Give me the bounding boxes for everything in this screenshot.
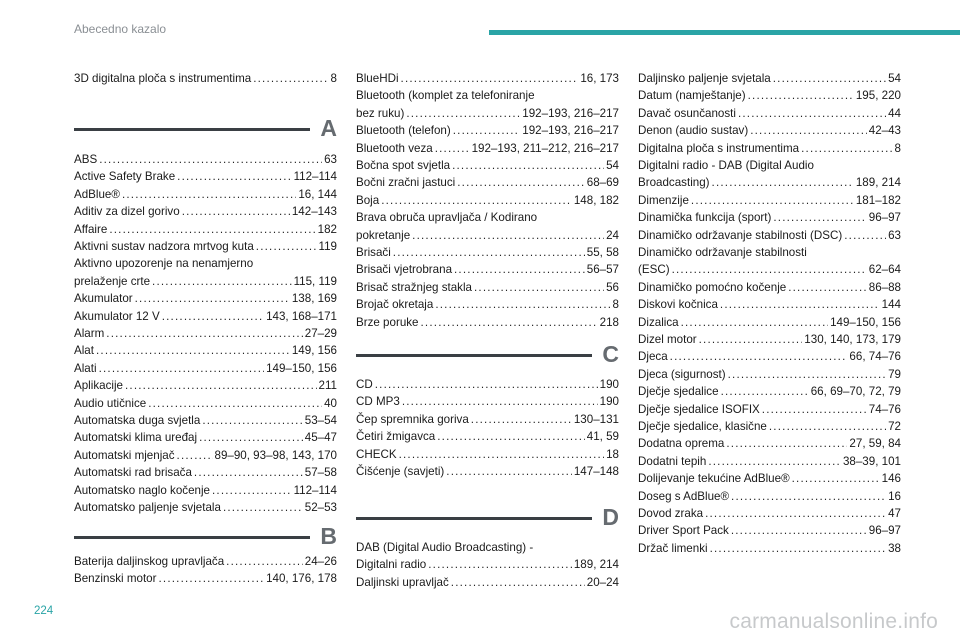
index-entry: [356, 576, 619, 590]
index-entry: [74, 170, 337, 184]
dot-leader: [109, 223, 315, 237]
index-entry-page: 72: [888, 420, 901, 433]
dot-leader: [253, 72, 328, 86]
index-entry-page: 218: [599, 315, 619, 329]
index-entry-term: Dodatna oprema: [638, 437, 725, 451]
index-entry-term: BlueHDi: [356, 72, 399, 85]
index-entry-page: 66, 74–76: [849, 350, 901, 364]
index-entry-term: Držač limenki: [638, 541, 708, 555]
index-entry-term: Aplikacije: [74, 379, 123, 393]
dot-leader: [731, 524, 867, 538]
watermark: carmanualsonline.info: [729, 610, 938, 633]
index-entry: [356, 413, 619, 427]
index-entry-term: Driver Sport Pack: [638, 524, 729, 538]
dot-leader: [135, 292, 290, 306]
index-entry-page: 192–193, 216–217: [522, 124, 619, 138]
index-entry-page: 195, 220: [855, 89, 901, 103]
dot-leader: [194, 466, 303, 480]
index-entry: [638, 194, 901, 208]
dot-leader: [728, 368, 886, 382]
dot-leader: [122, 188, 296, 202]
index-entry: [74, 188, 337, 202]
dot-leader: [844, 229, 886, 243]
index-entry-page: 8: [330, 72, 337, 85]
index-entry-page: 63: [324, 153, 337, 166]
index-entry-term: CHECK: [356, 447, 397, 461]
index-entry-term: Akumulator 12 V: [74, 309, 160, 323]
index-entry-page: 68–69: [586, 176, 619, 190]
dot-leader: [148, 397, 322, 411]
index-entry-continued: DAB (Digital Audio Broadcasting) -: [356, 541, 534, 554]
index-entry-term: Dodatni tepih: [638, 454, 707, 468]
dot-leader: [731, 490, 886, 504]
dot-leader: [212, 484, 292, 498]
index-entry: [356, 263, 619, 277]
index-entry: [638, 490, 901, 504]
dot-leader: [381, 194, 572, 208]
section-letter: A: [320, 115, 337, 141]
index-entry-term: Audio utičnice: [74, 396, 147, 410]
index-entry-page: 16: [888, 489, 901, 503]
index-entry-term: (ESC): [638, 263, 670, 277]
dot-leader: [152, 275, 292, 289]
index-entry: [74, 205, 337, 219]
index-entry-page: 190: [599, 395, 619, 409]
index-entry-term: CD: [356, 378, 373, 391]
index-entry-page: 112–114: [293, 170, 337, 184]
dot-leader: [453, 124, 521, 138]
index-entry: [356, 281, 619, 295]
index-entry: [638, 524, 901, 538]
dot-leader: [162, 310, 264, 324]
index-entry: [74, 310, 337, 324]
index-entry-term: Digitalna ploča s instrumentima: [638, 141, 800, 155]
index-entry: [356, 395, 619, 409]
index-entry: [638, 142, 901, 156]
index-entry: [74, 431, 337, 445]
index-entry-page: 189, 214: [855, 176, 901, 190]
dot-leader: [226, 555, 303, 569]
index-entry: [356, 107, 619, 121]
index-entry-page: 149–150, 156: [830, 315, 901, 329]
section-divider: [356, 354, 592, 357]
index-entry-page: 96–97: [868, 211, 901, 225]
index-entry-page: 143, 168–171: [266, 309, 337, 323]
dot-leader: [670, 350, 848, 364]
index-entry: [74, 449, 337, 463]
index-entry-page: 56–57: [586, 263, 619, 277]
index-entry-page: 66, 69–70, 72, 79: [810, 385, 901, 399]
index-entry-page: 192–193, 216–217: [522, 106, 619, 120]
dot-leader: [199, 431, 303, 445]
dot-leader: [158, 572, 264, 586]
section-letter: D: [602, 504, 619, 530]
dot-leader: [393, 246, 585, 260]
dot-leader: [762, 403, 867, 417]
index-entry-page: 149, 156: [291, 344, 337, 358]
index-entry-term: Dječje sjedalice: [638, 385, 719, 399]
dot-leader: [720, 298, 880, 312]
index-entry-term: Davač osunčanosti: [638, 106, 736, 120]
index-entry-term: Active Safety Brake: [74, 170, 176, 184]
index-entry-page: 47: [888, 507, 901, 520]
index-entry-page: 40: [324, 396, 337, 410]
dot-leader: [406, 107, 520, 121]
index-entry: [356, 298, 619, 312]
index-entry-term: Boja: [356, 193, 380, 207]
dot-leader: [446, 465, 572, 479]
index-entry-continued: Aktivno upozorenje na nenamjerno: [74, 257, 254, 271]
index-entry: [638, 263, 901, 277]
page-header-title: Abecedno kazalo: [74, 22, 167, 36]
index-entry-term: Alat: [74, 344, 94, 358]
dot-leader: [412, 229, 604, 243]
index-entry-term: Denon (audio sustav): [638, 124, 749, 138]
index-entry: [638, 333, 901, 347]
index-entry: [356, 316, 619, 330]
index-entry-page: 45–47: [304, 431, 337, 445]
index-entry-page: 148, 182: [573, 193, 619, 207]
dot-leader: [99, 362, 265, 376]
index-entry: [638, 298, 901, 312]
index-entry: [638, 72, 901, 86]
dot-leader: [435, 142, 470, 156]
index-entry: [356, 72, 619, 86]
index-entry: [638, 316, 901, 330]
index-entry-term: Bočna spot svjetla: [356, 159, 451, 172]
index-entry-term: Četiri žmigavca: [356, 430, 436, 444]
index-entry: [74, 466, 337, 480]
index-entry: [356, 448, 619, 462]
dot-leader: [699, 333, 803, 347]
index-entry-page: 57–58: [304, 466, 337, 480]
index-entry-page: 147–148: [573, 465, 619, 478]
index-entry-page: 44: [888, 106, 901, 120]
index-entry: [638, 89, 901, 103]
dot-leader: [399, 448, 605, 462]
index-entry-page: 140, 176, 178: [266, 572, 337, 586]
index-entry: [74, 362, 337, 376]
dot-leader: [125, 379, 317, 393]
section-letter: B: [320, 523, 337, 549]
index-entry: [74, 344, 337, 358]
index-entry-term: Daljinski upravljač: [356, 575, 449, 589]
index-entry-term: Automatski rad brisača: [74, 466, 192, 480]
index-entry: [638, 350, 901, 364]
index-entry-term: Daljinsko paljenje svjetala: [638, 72, 771, 85]
index-entry: [638, 437, 901, 451]
index-entry: [638, 211, 901, 225]
index-entry: [356, 430, 619, 444]
index-entry-term: Brojač okretaja: [356, 298, 434, 312]
index-entry-page: 54: [606, 159, 619, 172]
index-entry: [638, 368, 901, 382]
index-entry-term: Dovod zraka: [638, 507, 704, 520]
index-entry: [638, 507, 901, 521]
dot-leader: [705, 507, 886, 521]
dot-leader: [748, 89, 854, 103]
index-entry: [356, 194, 619, 208]
index-entry-page: 130, 140, 173, 179: [804, 333, 901, 346]
index-entry-term: Alarm: [74, 327, 105, 340]
index-entry-page: 24: [606, 228, 619, 242]
index-entry: [638, 124, 901, 138]
index-entry-term: AdBlue®: [74, 187, 120, 201]
index-entry-term: prelaženje crte: [74, 274, 151, 288]
dot-leader: [437, 430, 585, 444]
dot-leader: [792, 472, 880, 486]
index-entry-page: 55, 58: [586, 246, 619, 259]
index-entry-term: Dječje sjedalice, klasične: [638, 420, 767, 433]
index-entry-page: 181–182: [855, 193, 901, 207]
index-entry: [74, 327, 337, 341]
index-entry-term: Diskovi kočnica: [638, 298, 718, 312]
index-entry-term: Dinamičko pomoćno kočenje: [638, 280, 787, 294]
index-entry-term: Doseg s AdBlue®: [638, 489, 730, 503]
index-entry-term: Dizel motor: [638, 333, 697, 346]
index-entry-term: ABS: [74, 153, 98, 166]
index-entry: [74, 572, 337, 586]
section-letter: C: [602, 341, 619, 367]
index-entry: [638, 403, 901, 417]
dot-leader: [454, 263, 585, 277]
index-entry-page: 146: [881, 472, 901, 486]
index-entry: [356, 176, 619, 190]
index-entry-page: 16, 144: [298, 187, 337, 201]
index-entry-page: 182: [317, 222, 337, 236]
index-entry-page: 20–24: [586, 575, 619, 589]
dot-leader: [672, 263, 867, 277]
dot-leader: [202, 414, 302, 428]
index-entry-page: 189, 214: [573, 558, 619, 572]
index-entry-term: Brisači: [356, 246, 391, 259]
index-entry-page: 190: [599, 378, 619, 391]
index-entry: [638, 229, 901, 243]
index-entry: [638, 542, 901, 556]
dot-leader: [452, 159, 604, 173]
dot-leader: [750, 124, 867, 138]
index-entry-page: 74–76: [868, 402, 901, 416]
index-entry-term: Datum (namještanje): [638, 89, 746, 103]
index-entry-page: 192–193, 211–212, 216–217: [471, 141, 619, 155]
dot-leader: [712, 176, 854, 190]
index-entry: [356, 159, 619, 173]
dot-leader: [99, 153, 322, 167]
header-accent-bar: [489, 30, 960, 35]
index-entry: [638, 107, 901, 121]
index-entry-term: Brisači vjetrobrana: [356, 263, 453, 277]
index-entry-page: 89–90, 93–98, 143, 170: [214, 448, 337, 462]
index-entry-term: Benzinski motor: [74, 572, 157, 586]
index-entry-term: Affaire: [74, 222, 108, 236]
section-divider: [356, 517, 592, 520]
index-entry: [74, 414, 337, 428]
dot-leader: [788, 281, 867, 295]
dot-leader: [471, 413, 572, 427]
index-entry-page: 42–43: [868, 124, 901, 138]
index-entry-term: Broadcasting): [638, 176, 710, 190]
dot-leader: [773, 211, 866, 225]
dot-leader: [691, 194, 854, 208]
index-entry-page: 38: [888, 541, 901, 555]
index-entry: [638, 176, 901, 190]
index-entry-continued: Bluetooth (komplet za telefoniranje: [356, 89, 535, 103]
index-entry-page: 18: [606, 447, 619, 461]
index-entry-term: Automatski klima uređaj: [74, 431, 198, 445]
dot-leader: [801, 142, 892, 156]
dot-leader: [402, 395, 598, 409]
index-entry-term: 3D digitalna ploča s instrumentima: [74, 72, 252, 85]
index-entry-term: Automatski mjenjač: [74, 448, 175, 462]
index-entry-term: Automatska duga svjetla: [74, 414, 201, 427]
dot-leader: [401, 72, 579, 86]
index-entry-term: Dječje sjedalice ISOFIX: [638, 402, 760, 416]
index-entry-page: 41, 59: [586, 430, 619, 444]
index-entry-page: 79: [888, 367, 901, 381]
dot-leader: [106, 327, 302, 341]
index-entry-page: 142–143: [291, 205, 337, 219]
dot-leader: [96, 344, 290, 358]
section-divider: [74, 536, 310, 539]
index-entry: [638, 420, 901, 434]
index-entry-page: 24–26: [304, 555, 337, 568]
dot-leader: [769, 420, 886, 434]
index-entry-term: Brze poruke: [356, 315, 419, 329]
dot-leader: [474, 281, 604, 295]
index-entry-term: Bluetooth veza: [356, 141, 433, 155]
index-entry-term: Čep spremnika goriva: [356, 412, 469, 426]
index-entry-term: Dolijevanje tekućine AdBlue®: [638, 472, 790, 486]
index-entry-term: Automatsko paljenje svjetala: [74, 501, 221, 514]
dot-leader: [375, 378, 598, 392]
index-entry: [356, 229, 619, 243]
dot-leader: [435, 298, 610, 312]
index-entry-term: Dizalica: [638, 315, 679, 329]
dot-leader: [726, 437, 847, 451]
index-entry: [74, 379, 337, 393]
index-entry-continued: Brava obruča upravljača / Kodirano: [356, 211, 538, 225]
index-entry: [74, 397, 337, 411]
index-entry-page: 149–150, 156: [266, 361, 337, 375]
index-entry: [74, 275, 337, 289]
index-entry-page: 96–97: [868, 524, 901, 538]
dot-leader: [421, 316, 598, 330]
index-entry-term: Dinamičko održavanje stabilnosti (DSC): [638, 228, 843, 242]
index-entry: [638, 472, 901, 486]
index-entry-term: Akumulator: [74, 292, 133, 306]
dot-leader: [223, 501, 303, 515]
index-entry: [74, 555, 337, 569]
dot-leader: [451, 576, 585, 590]
index-entry-term: Aditiv za dizel gorivo: [74, 205, 180, 219]
index-entry-page: 138, 169: [291, 292, 337, 306]
index-entry-term: Bočni zračni jastuci: [356, 176, 456, 190]
index-entry-page: 63: [888, 228, 901, 242]
index-entry: [74, 292, 337, 306]
index-entry-term: bez ruku): [356, 106, 405, 120]
index-entry-page: 62–64: [868, 263, 901, 277]
index-entry-term: Automatsko naglo kočenje: [74, 483, 210, 497]
index-entry: [356, 378, 619, 392]
index-entry-page: 27–29: [304, 327, 337, 340]
index-entry: [638, 455, 901, 469]
index-entry: [74, 240, 337, 254]
index-entry-term: Aktivni sustav nadzora mrtvog kuta: [74, 240, 254, 253]
index-entry-page: 53–54: [304, 414, 337, 427]
index-entry-page: 38–39, 101: [842, 454, 901, 468]
section-divider: [74, 128, 310, 131]
index-entry: [356, 124, 619, 138]
index-entry: [74, 223, 337, 237]
dot-leader: [721, 385, 809, 399]
index-entry: [356, 558, 619, 572]
index-entry-page: 211: [318, 379, 337, 393]
index-entry-page: 144: [881, 298, 901, 312]
index-entry: [638, 281, 901, 295]
index-entry-page: 52–53: [304, 501, 337, 514]
index-entry-page: 54: [888, 72, 901, 85]
index-entry: [74, 501, 337, 515]
index-entry-page: 56: [606, 280, 619, 294]
index-entry-term: pokretanje: [356, 228, 411, 242]
index-entry-term: Alati: [74, 361, 97, 375]
dot-leader: [177, 449, 213, 463]
index-entry-term: Djeca: [638, 350, 668, 364]
dot-leader: [256, 240, 317, 254]
index-entry-page: 112–114: [293, 483, 337, 497]
index-entry: [356, 246, 619, 260]
index-entry-term: Digitalni radio: [356, 558, 427, 572]
index-entry: [74, 153, 337, 167]
dot-leader: [710, 542, 887, 556]
index-entry-page: 8: [612, 298, 619, 312]
index-entry: [74, 72, 337, 86]
dot-leader: [773, 72, 886, 86]
dot-leader: [182, 205, 290, 219]
index-entry: [74, 484, 337, 498]
index-entry-page: 119: [318, 240, 337, 253]
index-entry-term: Bluetooth (telefon): [356, 124, 451, 138]
index-entry-term: Čišćenje (savjeti): [356, 465, 445, 478]
index-entry: [356, 142, 619, 156]
dot-leader: [177, 170, 291, 184]
index-entry-page: 16, 173: [580, 72, 619, 85]
index-entry: [638, 385, 901, 399]
index-entry-term: Dimenzije: [638, 193, 689, 207]
dot-leader: [428, 558, 572, 572]
index-entry: [356, 465, 619, 479]
index-entry-page: 130–131: [573, 412, 619, 426]
index-entry-term: Djeca (sigurnost): [638, 367, 726, 381]
index-entry-page: 115, 119: [293, 274, 337, 288]
dot-leader: [457, 176, 585, 190]
index-entry-page: 27, 59, 84: [849, 437, 901, 451]
index-entry-continued: Dinamičko održavanje stabilnosti: [638, 246, 807, 259]
page-number: 224: [34, 605, 54, 617]
index-entry-page: 86–88: [868, 280, 901, 294]
dot-leader: [681, 316, 828, 330]
dot-leader: [708, 455, 841, 469]
index-entry-term: Dinamička funkcija (sport): [638, 211, 772, 225]
dot-leader: [738, 107, 886, 121]
index-entry-term: Brisač stražnjeg stakla: [356, 280, 472, 294]
index-entry-term: Baterija daljinskog upravljača: [74, 555, 225, 568]
index-entry-term: CD MP3: [356, 395, 400, 409]
index-entry-continued: Digitalni radio - DAB (Digital Audio: [638, 159, 814, 172]
index-entry-page: 8: [894, 141, 901, 155]
